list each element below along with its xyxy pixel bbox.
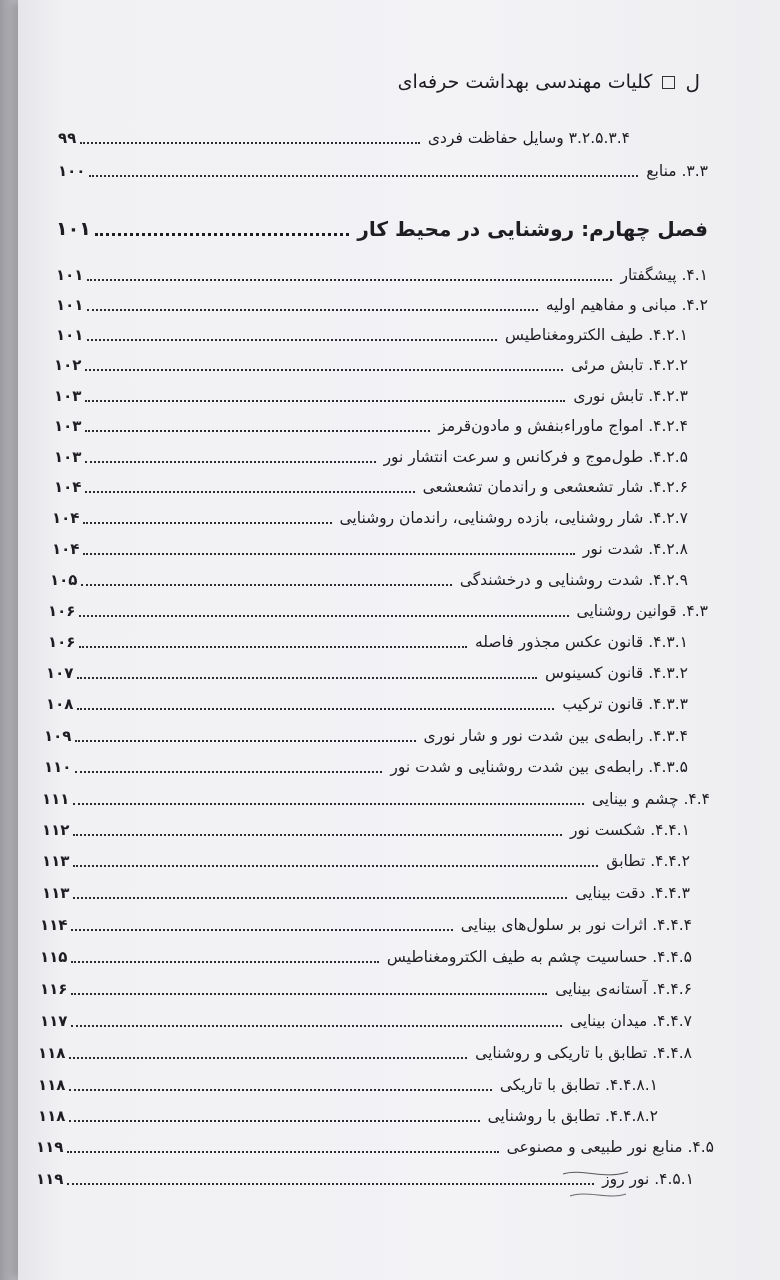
toc-entry: ۳.۲.۵.۳.۴ وسایل حفاظت فردی ۹۹	[58, 129, 630, 147]
toc-entry: ۴.۳.۳. قانون ترکیب ۱۰۸	[46, 695, 688, 713]
toc-entry: ۴.۳.۵. رابطه‌ی بین شدت روشنایی و شدت نور ۱۱۰	[44, 758, 688, 776]
chapter-heading: فصل چهارم: روشنایی در محیط کار ۱۰۱	[56, 217, 708, 241]
toc-entry: ۴.۲.۲. تابش مرئی ۱۰۲	[54, 356, 688, 374]
book-title: کلیات مهندسی بهداشت حرفه‌ای	[397, 71, 653, 93]
book-page	[18, 0, 780, 1280]
toc-entry: ۴.۴.۴. اثرات نور بر سلول‌های بینایی ۱۱۴	[40, 916, 692, 934]
toc-entry: ۴.۴.۱. شکست نور ۱۱۲	[42, 821, 690, 839]
toc-entry: ۴.۳.۴. رابطه‌ی بین شدت نور و شار نوری ۱۰۹	[44, 727, 688, 745]
toc-entry: ۴.۴.۸.۲. تطابق با روشنایی ۱۱۸	[38, 1107, 658, 1125]
toc-entry: ۴.۴.۷. میدان بینایی ۱۱۷	[40, 1012, 692, 1030]
toc-entry: ۴.۱. پیشگفتار ۱۰۱	[56, 266, 708, 284]
toc-entry: ۴.۲.۶. شار تشعشعی و راندمان تشعشعی ۱۰۴	[54, 478, 688, 496]
pencil-mark	[558, 1166, 648, 1206]
toc-entry: ۴.۲.۵. طول‌موج و فرکانس و سرعت انتشار نور ۱۰۳	[54, 448, 688, 466]
running-header	[398, 70, 700, 94]
toc-entry: ۴.۴.۸. تطابق با تاریکی و روشنایی ۱۱۸	[38, 1044, 692, 1062]
toc-entry: ۴.۵.۱. نور روز ۱۱۹	[36, 1170, 694, 1188]
toc-entry: ۴.۴.۲. تطابق ۱۱۳	[42, 852, 690, 870]
toc-entry: ۳.۳. منابع ۱۰۰	[58, 162, 708, 180]
toc-entry: ۴.۳. قوانین روشنایی ۱۰۶	[48, 602, 708, 620]
page-letter: ل	[685, 70, 700, 94]
toc-entry: ۴.۴.۳. دقت بینایی ۱۱۳	[42, 884, 690, 902]
toc-entry: ۴.۵. منابع نور طبیعی و مصنوعی ۱۱۹	[36, 1138, 714, 1156]
toc-entry: ۴.۴.۶. آستانه‌ی بینایی ۱۱۶	[40, 980, 692, 998]
toc-entry: ۴.۴. چشم و بینایی ۱۱۱	[42, 790, 710, 808]
toc-entry: ۴.۲. مبانی و مفاهیم اولیه ۱۰۱	[56, 296, 708, 314]
toc-entry: ۴.۲.۳. تابش نوری ۱۰۳	[54, 387, 688, 405]
toc-entry: ۴.۲.۴. امواج ماوراءبنفش و مادون‌قرمز ۱۰۳	[54, 417, 688, 435]
toc-entry: ۴.۳.۲. قانون کسینوس ۱۰۷	[46, 664, 688, 682]
square-icon	[662, 76, 675, 89]
toc-entry: ۴.۲.۷. شار روشنایی، بازده روشنایی، راندمان روشنایی ۱۰۴	[52, 509, 688, 527]
toc-entry: ۴.۴.۸.۱. تطابق با تاریکی ۱۱۸	[38, 1076, 658, 1094]
toc-entry: ۴.۲.۸. شدت نور ۱۰۴	[52, 540, 688, 558]
toc-entry: ۴.۲.۹. شدت روشنایی و درخشندگی ۱۰۵	[50, 571, 688, 589]
toc-entry: ۴.۴.۵. حساسیت چشم به طیف الکترومغناطیس ۱۱۵	[40, 948, 692, 966]
book-gutter	[0, 0, 18, 1280]
toc-entry: ۴.۳.۱. قانون عکس مجذور فاصله ۱۰۶	[48, 633, 688, 651]
toc-entry: ۴.۲.۱. طیف الکترومغناطیس ۱۰۱	[56, 326, 688, 344]
